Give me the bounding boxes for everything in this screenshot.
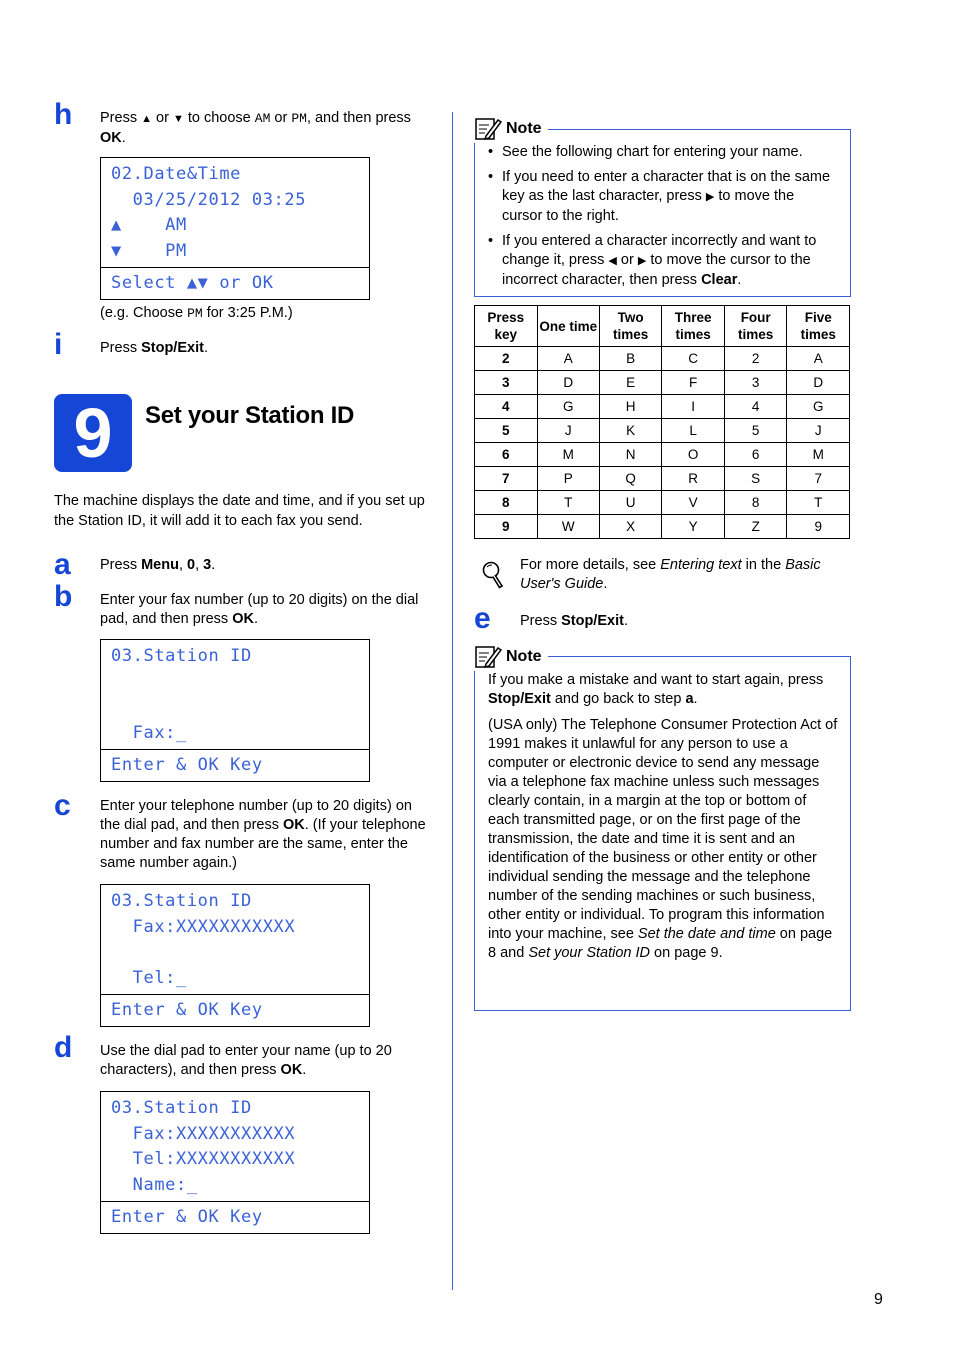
table-cell: 4 [724,395,787,419]
note-pencil-icon [474,644,502,670]
table-cell: X [599,515,662,539]
table-cell: A [537,347,599,371]
table-row [475,467,850,491]
note1-bullet-3: • If you entered a character incorrectly and want to change it, press ◀ or ▶ to move the cursor to the incorrect character, then press Clear. [488,233,817,288]
lcd-line [111,695,359,721]
table-cell: 2 [724,347,787,371]
lcd-line: ▼ PM [111,240,187,261]
table-key-cell: 5 [475,419,538,443]
table-cell: D [787,371,850,395]
table-cell: W [537,515,599,539]
step-letter-h: h [54,98,73,131]
page-number: 9 [874,1291,883,1308]
note2-paragraph-2: (USA only) The Telephone Consumer Protection Act of 1991 makes it unlawful for any person to use a computer or electronic device to send any message via a telephone fax machine unless such messages clearly contain, in a margin at the top or bottom of each transmitted page, or on the first page of the transmission, the date and time it is sent and an identification of the business or other entity or other individual sending the message and the telephone number of the sending machines or such business, other entity or individual. To program this information into your machine, see Set the date and time on page 8 and Set your Station ID on page 9. [488,717,838,961]
step-letter-i: i [54,328,63,361]
table-cell: M [787,443,850,467]
column-divider [452,112,453,1290]
table-cell: 6 [724,443,787,467]
lcd-line: Fax:XXXXXXXXXXX [111,1123,296,1144]
table-header-cell: Four times [724,306,787,347]
table-cell: T [787,491,850,515]
lcd-line: Tel:XXXXXXXXXXX [111,1149,296,1169]
step-e-text: Press Stop/Exit. [520,613,628,629]
note2-paragraph-1: If you make a mistake and want to start again, press Stop/Exit and go back to step a. [488,672,824,707]
note-header-2 [474,643,548,671]
table-row [475,395,850,419]
step-letter-a: a [54,548,71,581]
step-c-text: Enter your telephone number (up to 20 digits) on the dial pad, and then press OK. (If your telephone number and fax number are the same, enter the same number again.) [100,798,426,871]
table-cell: T [537,491,599,515]
table-cell: I [662,395,725,419]
more-details-text: For more details, see Entering text in the Basic User's Guide. [520,557,821,592]
table-cell: U [599,491,662,515]
table-cell: K [599,419,662,443]
table-cell: V [662,491,725,515]
lcd-line: Name:_ [111,1174,198,1195]
note1-bullet-2: • If you need to enter a character that is on the same key as the last character, press ▶ to move the cursor to the right. [488,169,831,224]
step-h-text: Press ▲ or ▼ to choose AM or PM, and then press OK. [100,110,411,146]
table-cell: R [662,467,725,491]
step-i-text: Press Stop/Exit. [100,340,208,356]
lcd-line: Fax:_ [111,722,187,743]
table-key-cell: 8 [475,491,538,515]
lcd-line [111,670,359,696]
table-cell: B [599,347,662,371]
lcd-line: 02.Date&Time [111,164,242,184]
section-number-badge: 9 [54,394,132,472]
note1-bullet-1: • See the following chart for entering your name. [488,144,803,160]
lcd-line [111,940,359,966]
table-cell: 5 [724,419,787,443]
table-cell: J [787,419,850,443]
table-cell: 9 [787,515,850,539]
table-cell: L [662,419,725,443]
lcd-line: Tel:_ [111,967,187,988]
step-letter-d: d [54,1031,73,1064]
example-text: (e.g. Choose PM for 3:25 P.M.) [100,305,293,321]
lcd-footer: Enter & OK Key [101,1201,369,1233]
lcd-footer: Select ▲▼ or OK [101,267,369,299]
table-key-cell: 7 [475,467,538,491]
intro-text: The machine displays the date and time, and if you set up the Station ID, it will add it to each fax you send. [54,493,425,529]
table-cell: Z [724,515,787,539]
table-cell: 3 [724,371,787,395]
step-letter-b: b [54,580,73,613]
table-cell: D [537,371,599,395]
lcd-line: 03.Station ID [111,891,252,911]
table-cell: O [662,443,725,467]
table-cell: F [662,371,725,395]
table-row [475,515,850,539]
table-row [475,347,850,371]
note-label: Note [506,120,542,137]
character-entry-table [474,305,850,539]
table-cell: 7 [787,467,850,491]
table-header-cell: Two times [599,306,662,347]
table-key-cell: 3 [475,371,538,395]
table-cell: A [787,347,850,371]
step-letter-e: e [474,602,491,635]
table-cell: N [599,443,662,467]
note-header-1 [474,115,548,143]
note-label: Note [506,648,542,665]
table-row [475,491,850,515]
lcd-footer: Enter & OK Key [101,749,369,781]
table-header-cell: Press key [475,306,538,347]
note-pencil-icon [474,116,502,142]
table-cell: M [537,443,599,467]
table-row [475,371,850,395]
section-title: Set your Station ID [145,402,354,429]
step-b-text: Enter your fax number (up to 20 digits) on the dial pad, and then press OK. [100,592,419,627]
table-cell: 8 [724,491,787,515]
table-cell: Q [599,467,662,491]
table-key-cell: 4 [475,395,538,419]
lcd-line: Fax:XXXXXXXXXXX [111,916,296,937]
lcd-station-id-tel [100,884,370,1027]
lcd-line: ▲ AM [111,215,187,235]
table-cell: S [724,467,787,491]
lcd-station-id-fax [100,639,370,782]
lcd-line: 03.Station ID [111,646,252,666]
table-row [475,443,850,467]
table-header-cell: Three times [662,306,725,347]
magnifier-icon [480,560,506,590]
table-cell: G [787,395,850,419]
table-header-row [475,306,850,347]
lcd-station-id-name [100,1091,370,1234]
table-header-cell: Five times [787,306,850,347]
table-cell: C [662,347,725,371]
lcd-date-time [100,157,370,300]
table-header-cell: One time [537,306,599,347]
table-key-cell: 2 [475,347,538,371]
table-cell: E [599,371,662,395]
step-a-text: Press Menu, 0, 3. [100,557,216,573]
table-cell: Y [662,515,725,539]
table-cell: P [537,467,599,491]
table-cell: J [537,419,599,443]
step-letter-c: c [54,789,71,822]
table-row [475,419,850,443]
lcd-line: 03.Station ID [111,1098,252,1118]
step-d-text: Use the dial pad to enter your name (up to 20 characters), and then press OK. [100,1043,392,1078]
table-key-cell: 9 [475,515,538,539]
lcd-line: 03/25/2012 03:25 [111,189,307,210]
table-cell: G [537,395,599,419]
lcd-footer: Enter & OK Key [101,994,369,1026]
table-cell: H [599,395,662,419]
table-key-cell: 6 [475,443,538,467]
